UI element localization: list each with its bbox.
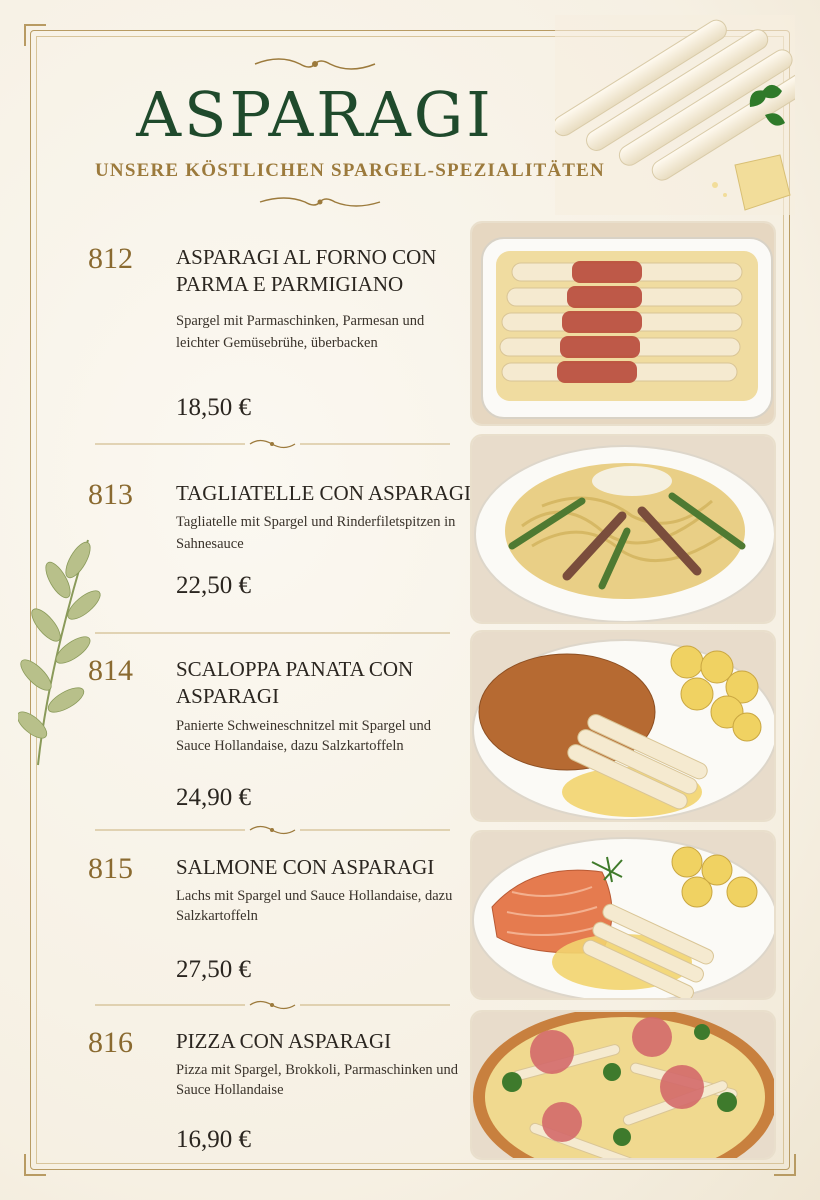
page-subtitle: UNSERE KÖSTLICHEN SPARGEL-SPEZIALITÄTEN [95, 160, 605, 181]
item-name: SALMONE CON ASPARAGI [176, 855, 435, 879]
menu-item-814 [88, 654, 468, 814]
section-divider [95, 823, 450, 837]
asparagus-header-illustration [555, 15, 795, 215]
item-price: 27,50 € [176, 956, 251, 983]
corner-ornament [774, 1154, 796, 1176]
item-price: 16,90 € [176, 1126, 251, 1153]
item-number: 816 [88, 1026, 133, 1059]
item-name: PIZZA CON ASPARAGI [176, 1029, 392, 1053]
corner-ornament [24, 24, 46, 46]
item-price: 18,50 € [176, 394, 251, 421]
section-divider [95, 626, 450, 640]
item-description: Tagliatelle mit Spargel und Rinderfiletspitzen in Sahnesauce [176, 514, 456, 552]
item-description: Lachs mit Spargel und Sauce Hollandaise, dazu Salzkartoffeln [176, 888, 453, 924]
item-number: 814 [88, 654, 133, 687]
tagliatelle-asparagus-photo [470, 434, 776, 624]
schnitzel-asparagus-photo [470, 630, 776, 822]
item-description: Panierte Schweineschnitzel mit Spargel und Sauce Hollandaise, dazu Salzkartoffeln [176, 718, 432, 754]
item-price: 24,90 € [176, 784, 251, 811]
subtitle-flourish-ornament [255, 192, 385, 212]
corner-ornament [24, 1154, 46, 1176]
item-number: 812 [88, 242, 133, 275]
pizza-asparagus-photo [470, 1010, 776, 1160]
item-description: Pizza mit Spargel, Brokkoli, Parmaschinken und Sauce Hollandaise [176, 1062, 459, 1098]
menu-item-813 [88, 478, 472, 608]
item-description: Spargel mit Parmaschinken, Parmesan und leichter Gemüsebrühe, überbacken [176, 313, 425, 351]
baked-asparagus-parma-photo [470, 221, 776, 426]
item-price: 22,50 € [176, 572, 251, 599]
menu-item-812 [88, 242, 468, 432]
item-name: SCALOPPA PANATA CON ASPARAGI [176, 657, 414, 708]
menu-item-816 [88, 1026, 468, 1166]
section-divider [95, 437, 450, 451]
item-number: 813 [88, 478, 133, 511]
item-name: TAGLIATELLE CON ASPARAGI [176, 481, 472, 505]
item-number: 815 [88, 852, 133, 885]
item-name: ASPARAGI AL FORNO CON PARMA E PARMIGIANO [176, 245, 437, 296]
salmon-asparagus-photo [470, 830, 776, 1000]
top-flourish-ornament [250, 52, 380, 76]
menu-item-815 [88, 852, 468, 992]
page-title: ASPARAGI [136, 78, 494, 151]
section-divider [95, 998, 450, 1012]
